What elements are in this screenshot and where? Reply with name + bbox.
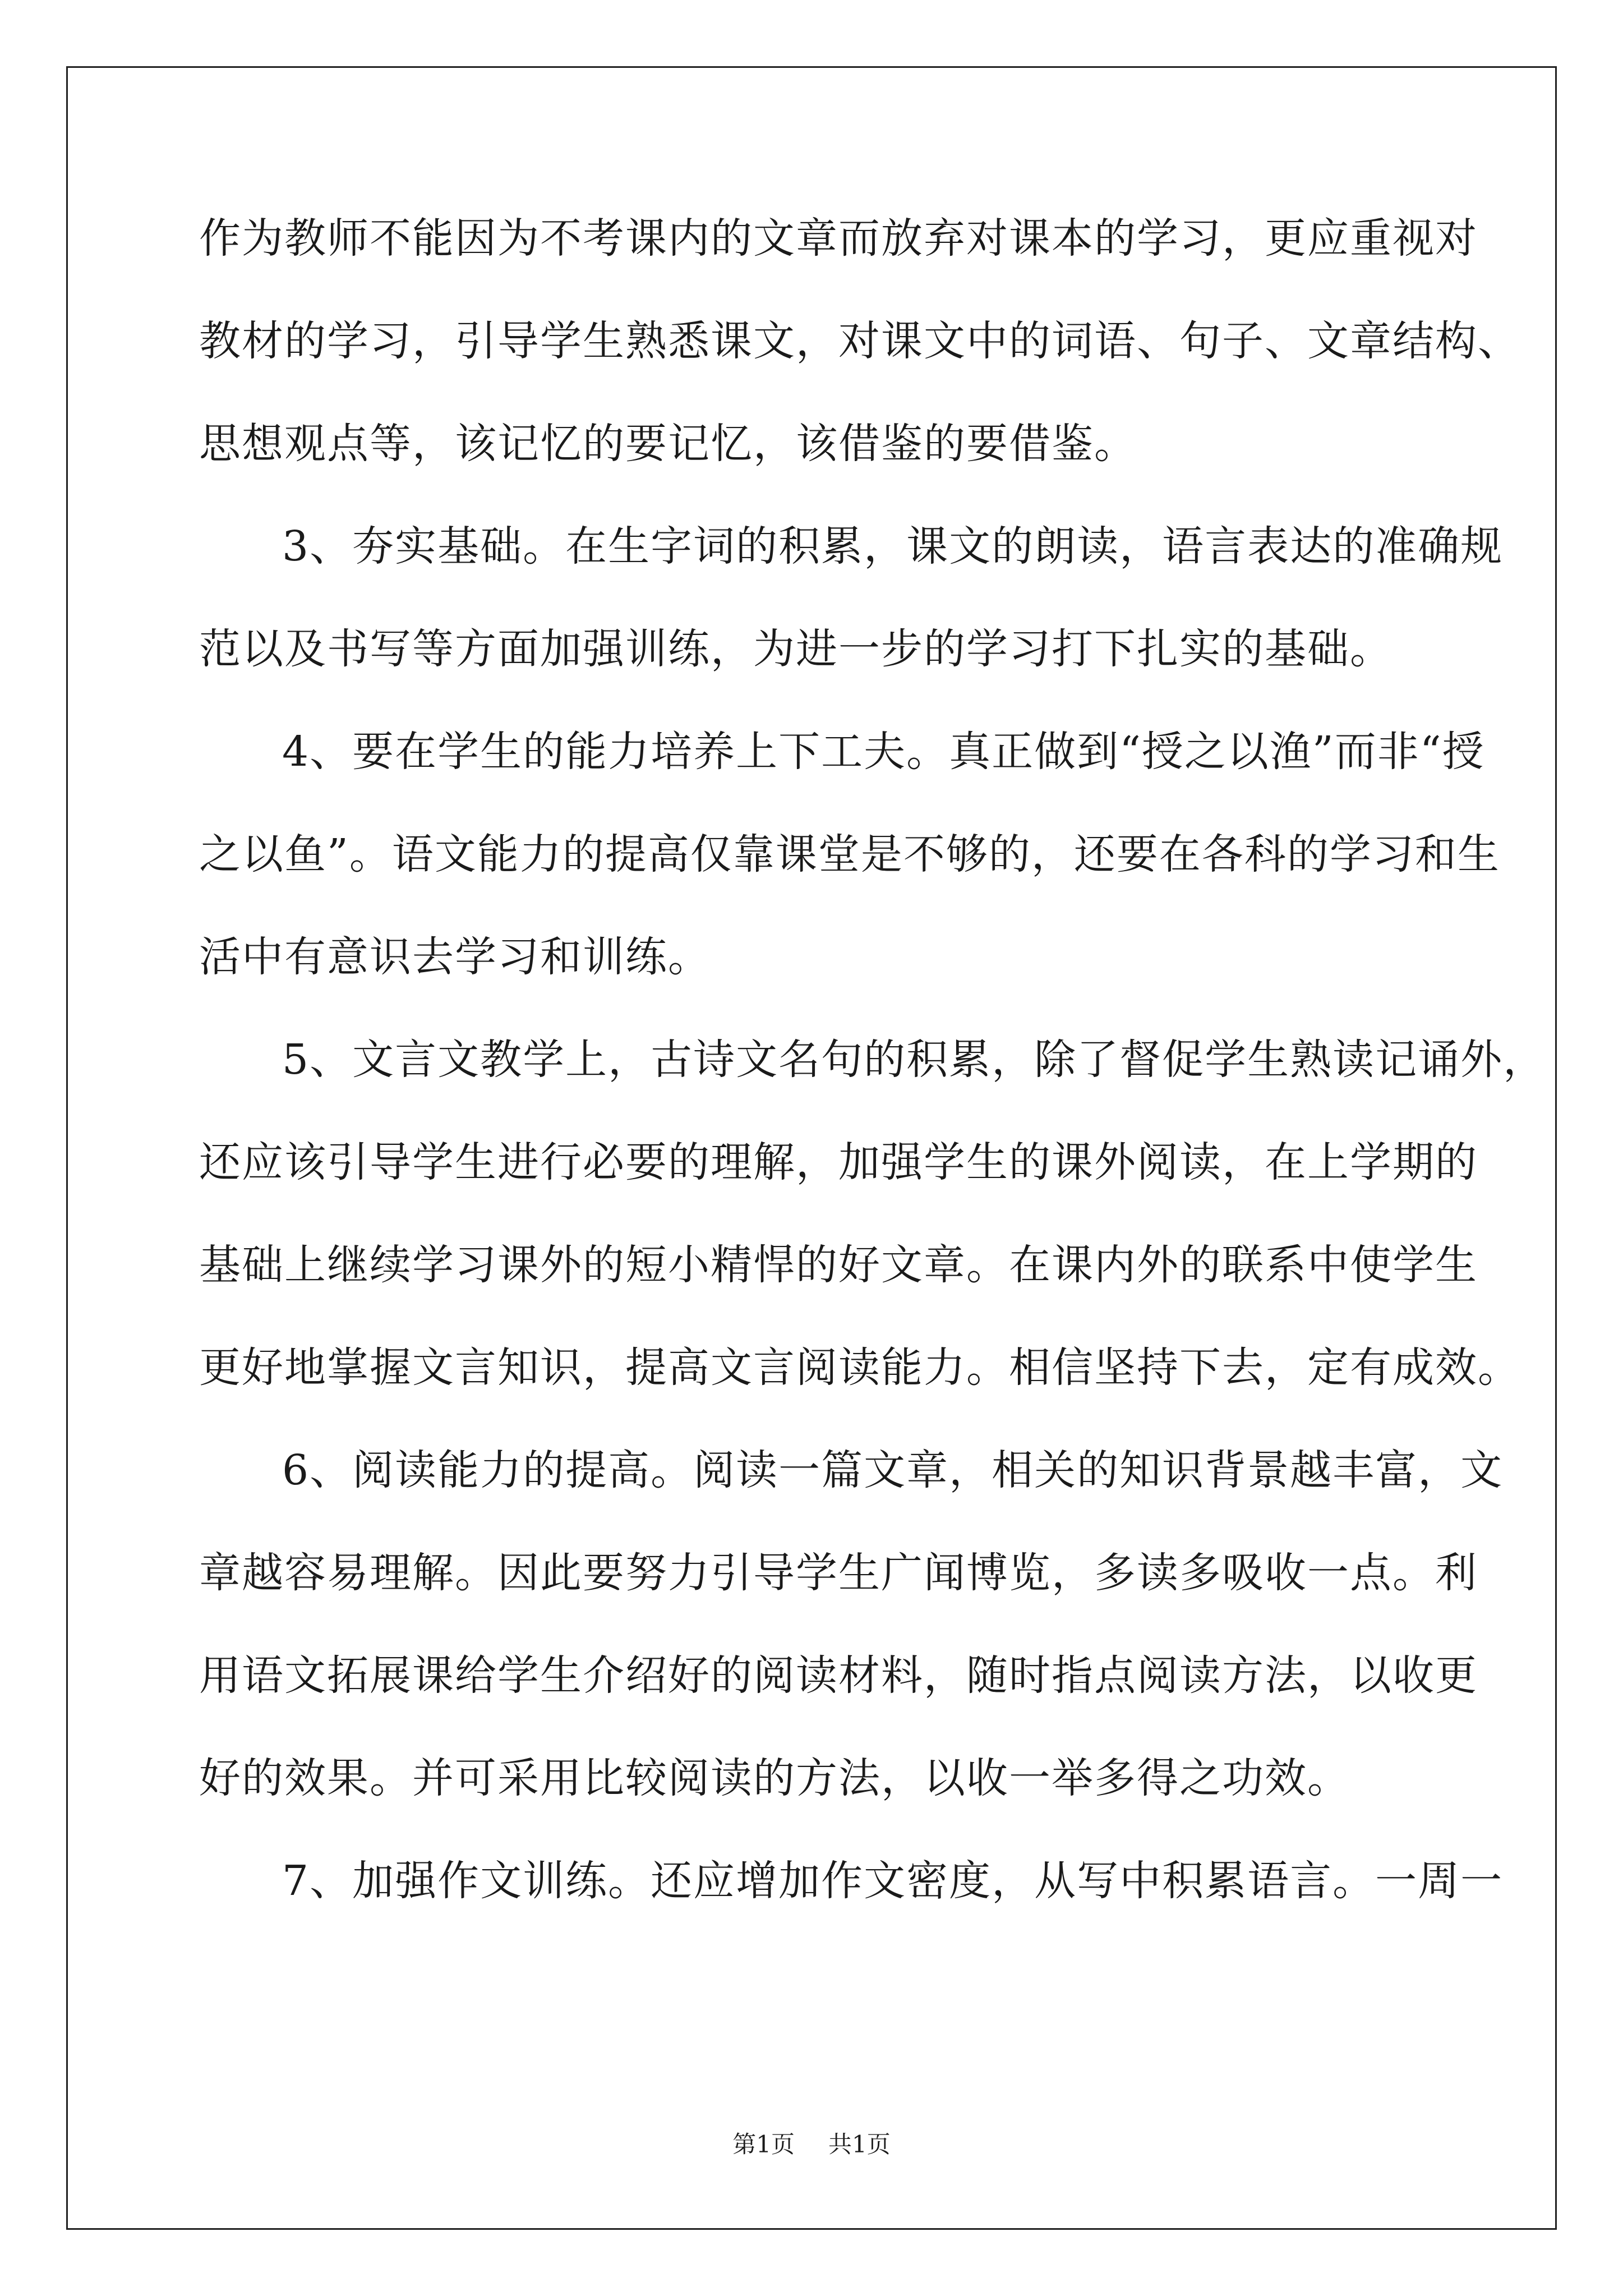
page-number-total: 共1页 [828,2131,891,2158]
paragraph-5-line-4: 好的效果。并可采用比较阅读的方法，以收一举多得之功效。 [199,1754,1350,1802]
paragraph-2-line-1: 3、夯实基础。在生字词的积累，课文的朗读，语言表达的准确规 [282,522,1504,570]
paragraph-4-line-3: 基础上继续学习课外的短小精悍的好文章。在课内外的联系中使学生 [199,1241,1478,1289]
paragraph-3-line-3: 活中有意识去学习和训练。 [199,933,711,981]
paragraph-6-line-1: 7、加强作文训练。还应增加作文密度，从写中积累语言。一周一 [282,1857,1504,1905]
paragraph-4-line-1: 5、文言文教学上，古诗文名句的积累，除了督促学生熟读记诵外， [282,1036,1546,1084]
paragraph-5-line-2: 章越容易理解。因此要努力引导学生广闻博览，多读多吸收一点。利 [199,1549,1478,1597]
paragraph-3-line-1: 4、要在学生的能力培养上下工夫。真正做到“授之以渔”而非“授 [282,728,1485,776]
page-footer [0,2128,1623,2161]
paragraph-3-line-2: 之以鱼”。语文能力的提高仅靠课堂是不够的，还要在各科的学习和生 [199,830,1500,878]
page-number-current: 第1页 [732,2131,795,2158]
paragraph-4-line-4: 更好地掌握文言知识，提高文言阅读能力。相信坚持下去，定有成效。 [199,1343,1520,1392]
paragraph-1-line-2: 教材的学习，引导学生熟悉课文，对课文中的词语、句子、文章结构、 [199,317,1520,365]
paragraph-1-line-3: 思想观点等，该记忆的要记忆，该借鉴的要借鉴。 [199,420,1137,468]
paragraph-2-line-2: 范以及书写等方面加强训练，为进一步的学习打下扎实的基础。 [199,625,1393,673]
paragraph-5-line-3: 用语文拓展课给学生介绍好的阅读材料，随时指点阅读方法，以收更 [199,1651,1478,1700]
paragraph-4-line-2: 还应该引导学生进行必要的理解，加强学生的课外阅读，在上学期的 [199,1138,1478,1186]
paragraph-1-line-1: 作为教师不能因为不考课内的文章而放弃对课本的学习，更应重视对 [199,214,1478,263]
paragraph-5-line-1: 6、阅读能力的提高。阅读一篇文章，相关的知识背景越丰富，文 [282,1446,1504,1494]
